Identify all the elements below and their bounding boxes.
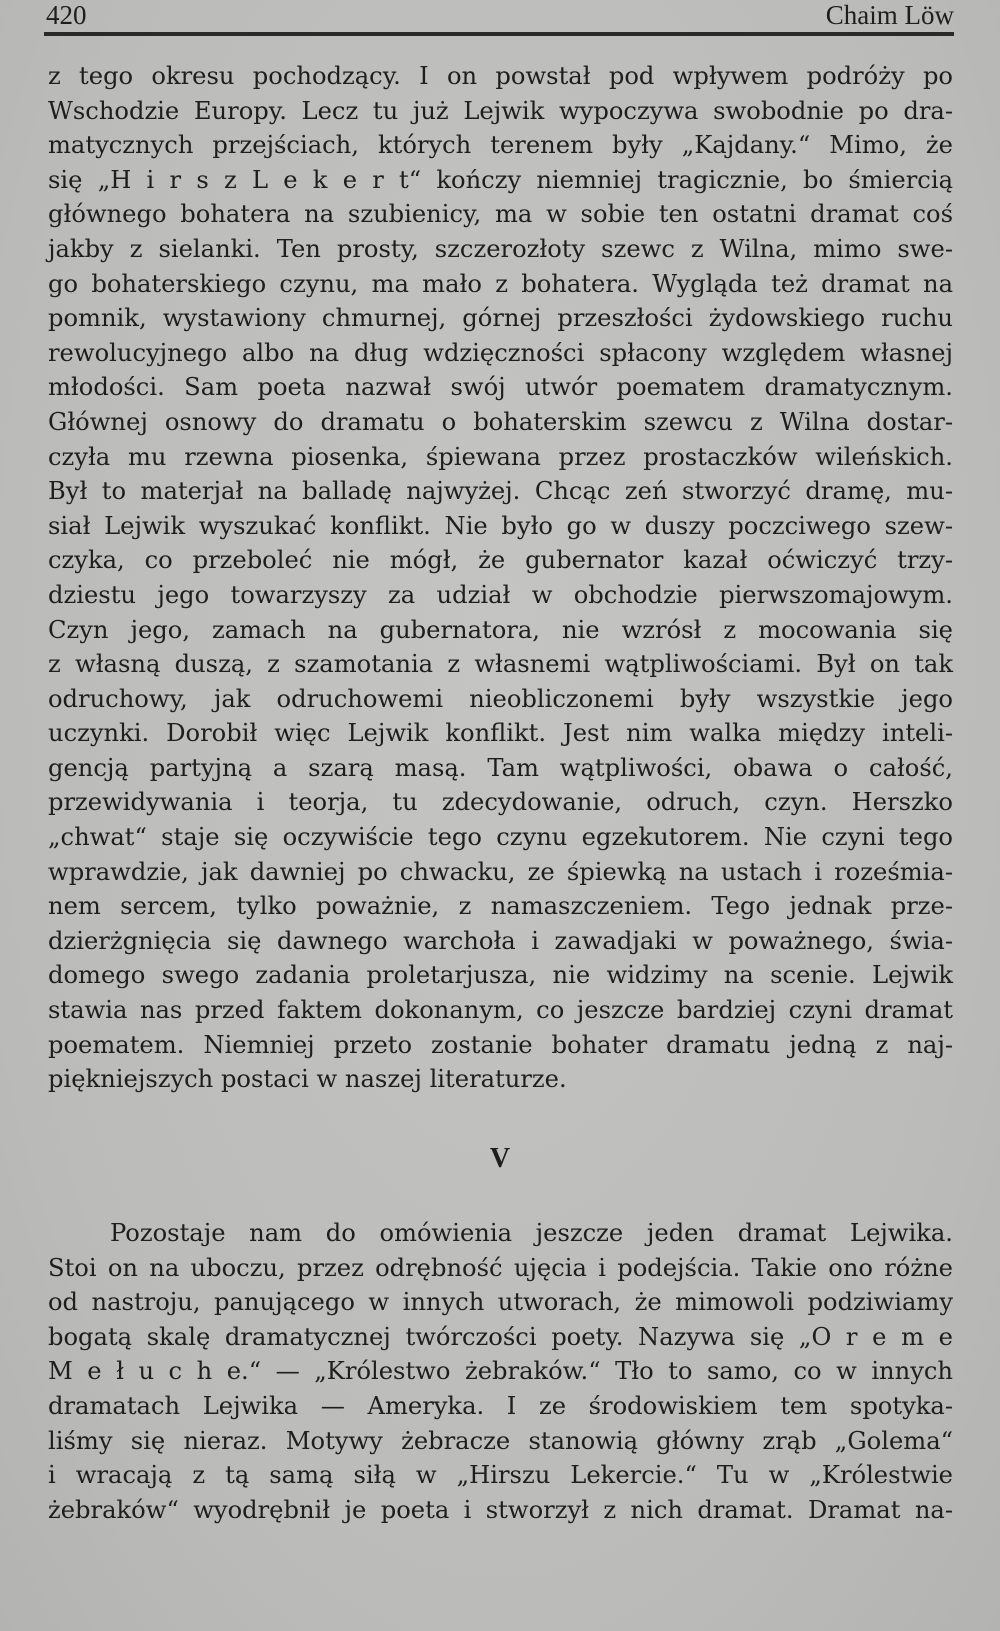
paragraph-2 <box>48 1216 953 1527</box>
text-line: stawia nas przed faktem dokonanym, co jeszcze bardziej czyni dramat <box>48 996 953 1025</box>
text-line: jakby z sielanki. Ten prosty, szczerozłoty szewc z Wilna, mimo swe- <box>48 234 953 263</box>
text-line: czyka, co przeboleć nie mógł, że gubernator kazał oćwiczyć trzy- <box>48 546 953 575</box>
text-line: domego swego zadania proletarjusza, nie widzimy na scenie. Lejwik <box>48 961 953 990</box>
text-line: Wschodzie Europy. Lecz tu już Lejwik wypoczywa swobodnie po dra- <box>48 96 953 125</box>
text-line: żebraków“ wyodrębnił je poeta i stworzył z nich dramat. Dramat na- <box>48 1495 953 1524</box>
text-line: dramatach Lejwika — Ameryka. I ze środowiskiem tem spotyka- <box>48 1391 953 1420</box>
text-line: siał Lejwik wyszukać konflikt. Nie było go w duszy poczciwego szew- <box>48 511 953 540</box>
text-line: odruchowy, jak odruchowemi nieobliczonemi były wszystkie jego <box>48 684 953 713</box>
text-line: pomnik, wystawiony chmurnej, górnej przeszłości żydowskiego ruchu <box>48 304 953 333</box>
text-line: młodości. Sam poeta nazwał swój utwór poematem dramatycznym. <box>48 373 953 402</box>
text-line: wprawdzie, jak dawniej po chwacku, ze śpiewką na ustach i roześmia- <box>48 857 953 886</box>
text-line: nem sercem, tylko poważnie, z namaszczeniem. Tego jednak prze- <box>48 892 953 921</box>
text-line: gencją partyjną a szarą masą. Tam wątpliwości, obawa o całość, <box>48 753 953 782</box>
paragraph-1 <box>48 59 953 1097</box>
running-head: Chaim Löw <box>825 0 954 30</box>
text-line: i wracają z tą samą siłą w „Hirszu Lekercie.“ Tu w „Królestwie <box>48 1461 953 1490</box>
text-line: bogatą skalę dramatycznej twórczości poety. Nazywa się „O r e m e <box>48 1322 953 1351</box>
text-line: M e ł u c h e.“ — „Królestwo żebraków.“ Tło to samo, co w innych <box>48 1357 953 1386</box>
text-line: piękniejszych postaci w naszej literaturze. <box>48 1065 567 1094</box>
text-line: z własną duszą, z szamotania z własnemi wątpliwościami. Był on tak <box>48 650 953 679</box>
text-line: Pozostaje nam do omówienia jeszcze jeden dramat Lejwika. <box>110 1219 953 1247</box>
text-line: uczynki. Dorobił więc Lejwik konflikt. Jest nim walka między inteli- <box>48 719 953 748</box>
page-number: 420 <box>46 0 87 30</box>
text-line: przewidywania i teorja, tu zdecydowanie, odruch, czyn. Herszko <box>48 788 953 817</box>
text-line: Czyn jego, zamach na gubernatora, nie wzrósł z mocowania się <box>48 615 953 644</box>
text-line: „chwat“ staje się oczywiście tego czynu egzekutorem. Nie czyni tego <box>48 823 953 852</box>
text-line: poematem. Niemniej przeto zostanie bohater dramatu jedną z naj- <box>48 1030 953 1059</box>
page-header <box>44 0 954 30</box>
header-rule <box>44 32 954 36</box>
text-line: liśmy się nieraz. Motywy żebracze stanowią główny zrąb „Golema“ <box>48 1426 953 1455</box>
text-line: rewolucyjnego albo na dług wdzięczności spłacony względem własnej <box>48 338 953 367</box>
text-line: Był to materjał na balladę najwyżej. Chcąc zeń stworzyć dramę, mu- <box>48 477 953 506</box>
text-line: z tego okresu pochodzący. I on powstał pod wpływem podróży po <box>48 62 953 90</box>
text-line: głównego bohatera na szubienicy, ma w sobie ten ostatni dramat coś <box>48 200 953 229</box>
text-line: dzierżgnięcia się dawnego warchoła i zawadjaki w poważnego, świa- <box>48 926 953 955</box>
text-line: Stoi on na uboczu, przez odrębność ujęcia i podejścia. Takie ono różne <box>48 1253 953 1282</box>
text-line: dziestu jego towarzyszy za udział w obchodzie pierwszomajowym. <box>48 580 953 609</box>
text-line: matycznych przejściach, których terenem były „Kajdany.“ Mimo, że <box>48 131 953 160</box>
text-line: Głównej osnowy do dramatu o bohaterskim szewcu z Wilna dostar- <box>48 407 953 436</box>
text-line: go bohaterskiego czynu, ma mało z bohatera. Wygląda też dramat na <box>48 269 953 298</box>
section-heading: V <box>489 1143 511 1174</box>
text-line: czyła mu rzewna piosenka, śpiewana przez prostaczków wileńskich. <box>48 442 953 471</box>
text-line: od nastroju, panującego w innych utworach, że mimowoli podziwiamy <box>48 1288 953 1317</box>
text-line: się „H i r s z L e k e r t“ kończy niemniej tragicznie, bo śmiercią <box>48 165 953 194</box>
